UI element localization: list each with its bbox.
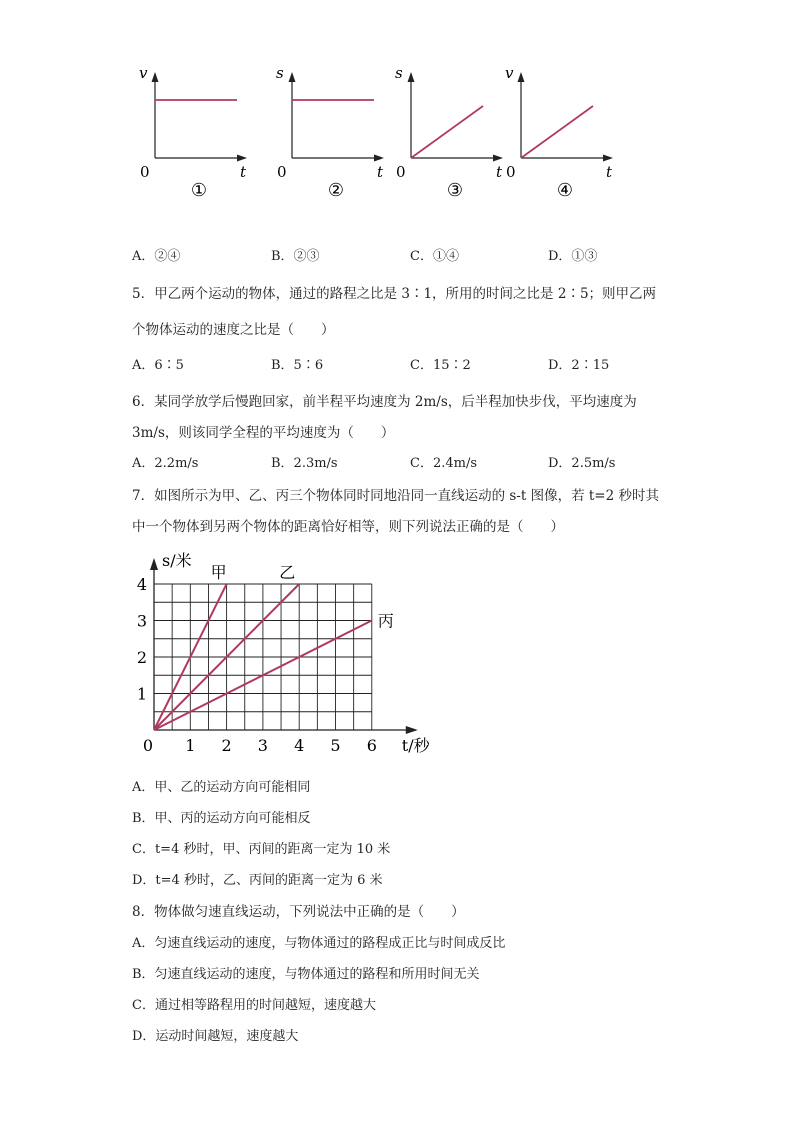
x-axis-label: t/秒 bbox=[401, 736, 430, 755]
q8-option-a[interactable]: A．匀速直线运动的速度，与物体通过的路程成正比与时间成反比 bbox=[132, 936, 506, 951]
origin-label: 0 bbox=[506, 163, 516, 181]
q7-st-chart bbox=[130, 548, 440, 763]
q6-option-c[interactable]: C．2.4m/s bbox=[410, 456, 477, 471]
q4-graphs bbox=[130, 60, 630, 210]
q6-option-a[interactable]: A．2.2m/s bbox=[132, 456, 199, 471]
y-axis-arrow bbox=[152, 72, 159, 82]
q5-option-a[interactable]: A．6∶5 bbox=[132, 358, 184, 373]
q7-option-b[interactable]: B．甲、丙的运动方向可能相反 bbox=[132, 811, 311, 826]
y-axis-label: v bbox=[505, 64, 514, 82]
x-axis-label: t bbox=[377, 163, 384, 181]
x-tick-label: 3 bbox=[257, 736, 268, 755]
q6-option-d[interactable]: D．2.5m/s bbox=[548, 456, 616, 471]
y-tick-label: 3 bbox=[136, 611, 148, 631]
q7-stem-line1: 7．如图所示为甲、乙、丙三个物体同时同地沿同一直线运动的 s-t 图像，若 t=2 秒时其 bbox=[132, 488, 659, 504]
origin-label: 0 bbox=[140, 163, 150, 181]
y-axis-label: s bbox=[395, 64, 403, 82]
q5-stem-line1: 5．甲乙两个运动的物体，通过的路程之比是 3∶1，所用的时间之比是 2∶5；则甲乙两 bbox=[132, 286, 657, 302]
x-tick-label: 4 bbox=[294, 736, 305, 755]
y-axis-arrow bbox=[408, 72, 415, 82]
y-axis-label: v bbox=[139, 64, 148, 82]
graph-line bbox=[521, 106, 593, 158]
q8-option-b[interactable]: B．匀速直线运动的速度，与物体通过的路程和所用时间无关 bbox=[132, 967, 480, 982]
q4-option-a[interactable]: A．②④ bbox=[132, 249, 181, 264]
x-axis-label: t bbox=[240, 163, 247, 181]
q4-graph-3 bbox=[395, 64, 503, 201]
q4-option-c[interactable]: C．①④ bbox=[410, 249, 459, 264]
q8-option-c[interactable]: C．通过相等路程用的时间越短，速度越大 bbox=[132, 998, 376, 1013]
y-axis-label: s/米 bbox=[162, 551, 192, 570]
origin-label: 0 bbox=[396, 163, 406, 181]
q6-stem-line1: 6．某同学放学后慢跑回家，前半程平均速度为 2m/s，后半程加快步伐，平均速度为 bbox=[132, 394, 637, 410]
q6-stem-line2: 3m/s，则该同学全程的平均速度为（ ） bbox=[132, 425, 395, 441]
x-axis-arrow bbox=[603, 155, 613, 162]
q5-option-c[interactable]: C．15∶2 bbox=[410, 358, 471, 373]
q7-stem-line2: 中一个物体到另两个物体的距离恰好相等，则下列说法正确的是（ ） bbox=[132, 519, 564, 535]
graph-caption: ③ bbox=[446, 180, 464, 201]
y-axis-label: s bbox=[276, 64, 284, 82]
x-tick-label: 6 bbox=[366, 736, 377, 755]
y-axis-arrow bbox=[289, 72, 296, 82]
x-tick-label: 5 bbox=[330, 736, 341, 755]
q5-option-b[interactable]: B．5∶6 bbox=[271, 358, 324, 373]
y-axis-arrow bbox=[150, 558, 158, 570]
q7-option-c[interactable]: C．t=4 秒时，甲、丙间的距离一定为 10 米 bbox=[132, 842, 391, 857]
y-tick-label: 4 bbox=[136, 575, 148, 594]
x-axis-arrow bbox=[374, 155, 384, 162]
x-axis-label: t bbox=[496, 163, 503, 181]
grid bbox=[154, 584, 372, 730]
graph-caption: ① bbox=[190, 180, 208, 201]
series-label-3: 丙 bbox=[377, 611, 394, 631]
x-tick-label: 1 bbox=[185, 736, 196, 755]
series-label-1: 甲 bbox=[210, 563, 227, 582]
q7-option-d[interactable]: D．t=4 秒时，乙、丙间的距离一定为 6 米 bbox=[132, 873, 383, 888]
q7-option-a[interactable]: A．甲、乙的运动方向可能相同 bbox=[132, 780, 311, 795]
q4-option-d[interactable]: D．①③ bbox=[548, 249, 598, 264]
x-axis-arrow bbox=[237, 155, 247, 162]
q5-option-d[interactable]: D．2∶15 bbox=[548, 358, 610, 373]
origin-label: 0 bbox=[142, 736, 154, 755]
q6-option-b[interactable]: B．2.3m/s bbox=[271, 456, 338, 471]
origin-label: 0 bbox=[277, 163, 287, 181]
q8-stem: 8．物体做匀速直线运动，下列说法中正确的是（ ） bbox=[132, 904, 465, 920]
graph-caption: ② bbox=[327, 180, 345, 201]
y-tick-label: 2 bbox=[136, 648, 148, 667]
graph-line bbox=[411, 106, 483, 158]
q4-option-b[interactable]: B．②③ bbox=[271, 249, 320, 264]
q4-graph-1 bbox=[139, 64, 247, 201]
q5-stem-line2: 个物体运动的速度之比是（ ） bbox=[132, 322, 335, 338]
graph-caption: ④ bbox=[556, 180, 574, 201]
q4-graph-2 bbox=[276, 64, 384, 201]
y-axis-arrow bbox=[518, 72, 525, 82]
x-axis-label: t bbox=[606, 163, 613, 181]
q8-option-d[interactable]: D．运动时间越短，速度越大 bbox=[132, 1029, 299, 1044]
x-tick-label: 2 bbox=[221, 736, 232, 755]
series-label-2: 乙 bbox=[279, 563, 296, 582]
y-tick-label: 1 bbox=[136, 684, 148, 704]
x-axis-arrow bbox=[406, 726, 418, 734]
x-axis-arrow bbox=[493, 155, 503, 162]
q4-graph-4 bbox=[505, 64, 613, 201]
